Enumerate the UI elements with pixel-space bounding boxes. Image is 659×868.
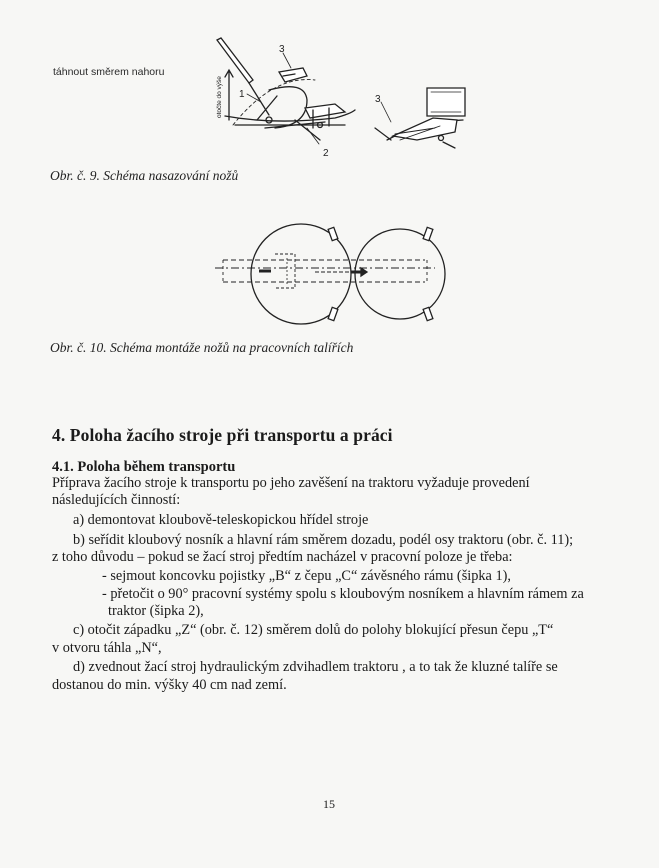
subsection-heading: 4.1. Poloha během transportu [52,459,236,475]
body-line-continued: z toho důvodu – pokud se žací stroj předtím nacházel v pracovní poloze je třeba: [52,549,513,565]
list-item-b: b) seřídit kloubový nosník a hlavní rám směrem dozadu, podél osy traktoru (obr. č. 11); [73,532,574,548]
sub-item-1: - sejmout koncovku pojistky „B“ z čepu „C“ závěsného rámu (šipka 1), [102,568,511,584]
body-line-2: následujících činností: [52,492,181,508]
callout-3-right: 3 [375,94,381,105]
list-item-d-continued: dostanou do min. výšky 40 cm nad zemí. [52,677,287,693]
up-arrow-label: otočte do výše [216,76,223,118]
page-number: 15 [323,797,335,811]
figure10-caption: Obr. č. 10. Schéma montáže nožů na pracovních talířích [50,340,354,355]
body-line-1: Příprava žacího stroje k transportu po jeho zavěšení na traktoru vyžaduje provedení [52,475,530,491]
figure9-caption: Obr. č. 9. Schéma nasazování nožů [50,168,239,183]
callout-2: 2 [323,148,329,159]
figure9-note: táhnout směrem nahoru [53,66,165,78]
figure10-diagram [205,222,445,330]
callout-3-left: 3 [279,44,285,55]
sub-item-2-continued: traktor (šipka 2), [108,603,204,619]
list-item-c-continued: v otvoru táhla „N“, [52,640,162,656]
list-item-a: a) demontovat kloubově-teleskopickou hřídel stroje [73,512,369,528]
list-item-d: d) zvednout žací stroj hydraulickým zdvihadlem traktoru , a to tak že kluzné talíře se [73,659,558,675]
sub-item-2: - přetočit o 90° pracovní systémy spolu s kloubovým nosníkem a hlavním rámem za [102,586,584,602]
figure9-diagram [195,30,485,165]
list-item-c: c) otočit západku „Z“ (obr. č. 12) směrem dolů do polohy blokující přesun čepu „T“ [73,622,554,638]
callout-1: 1 [239,89,245,100]
section-heading: 4. Poloha žacího stroje při transportu a práci [52,425,393,445]
